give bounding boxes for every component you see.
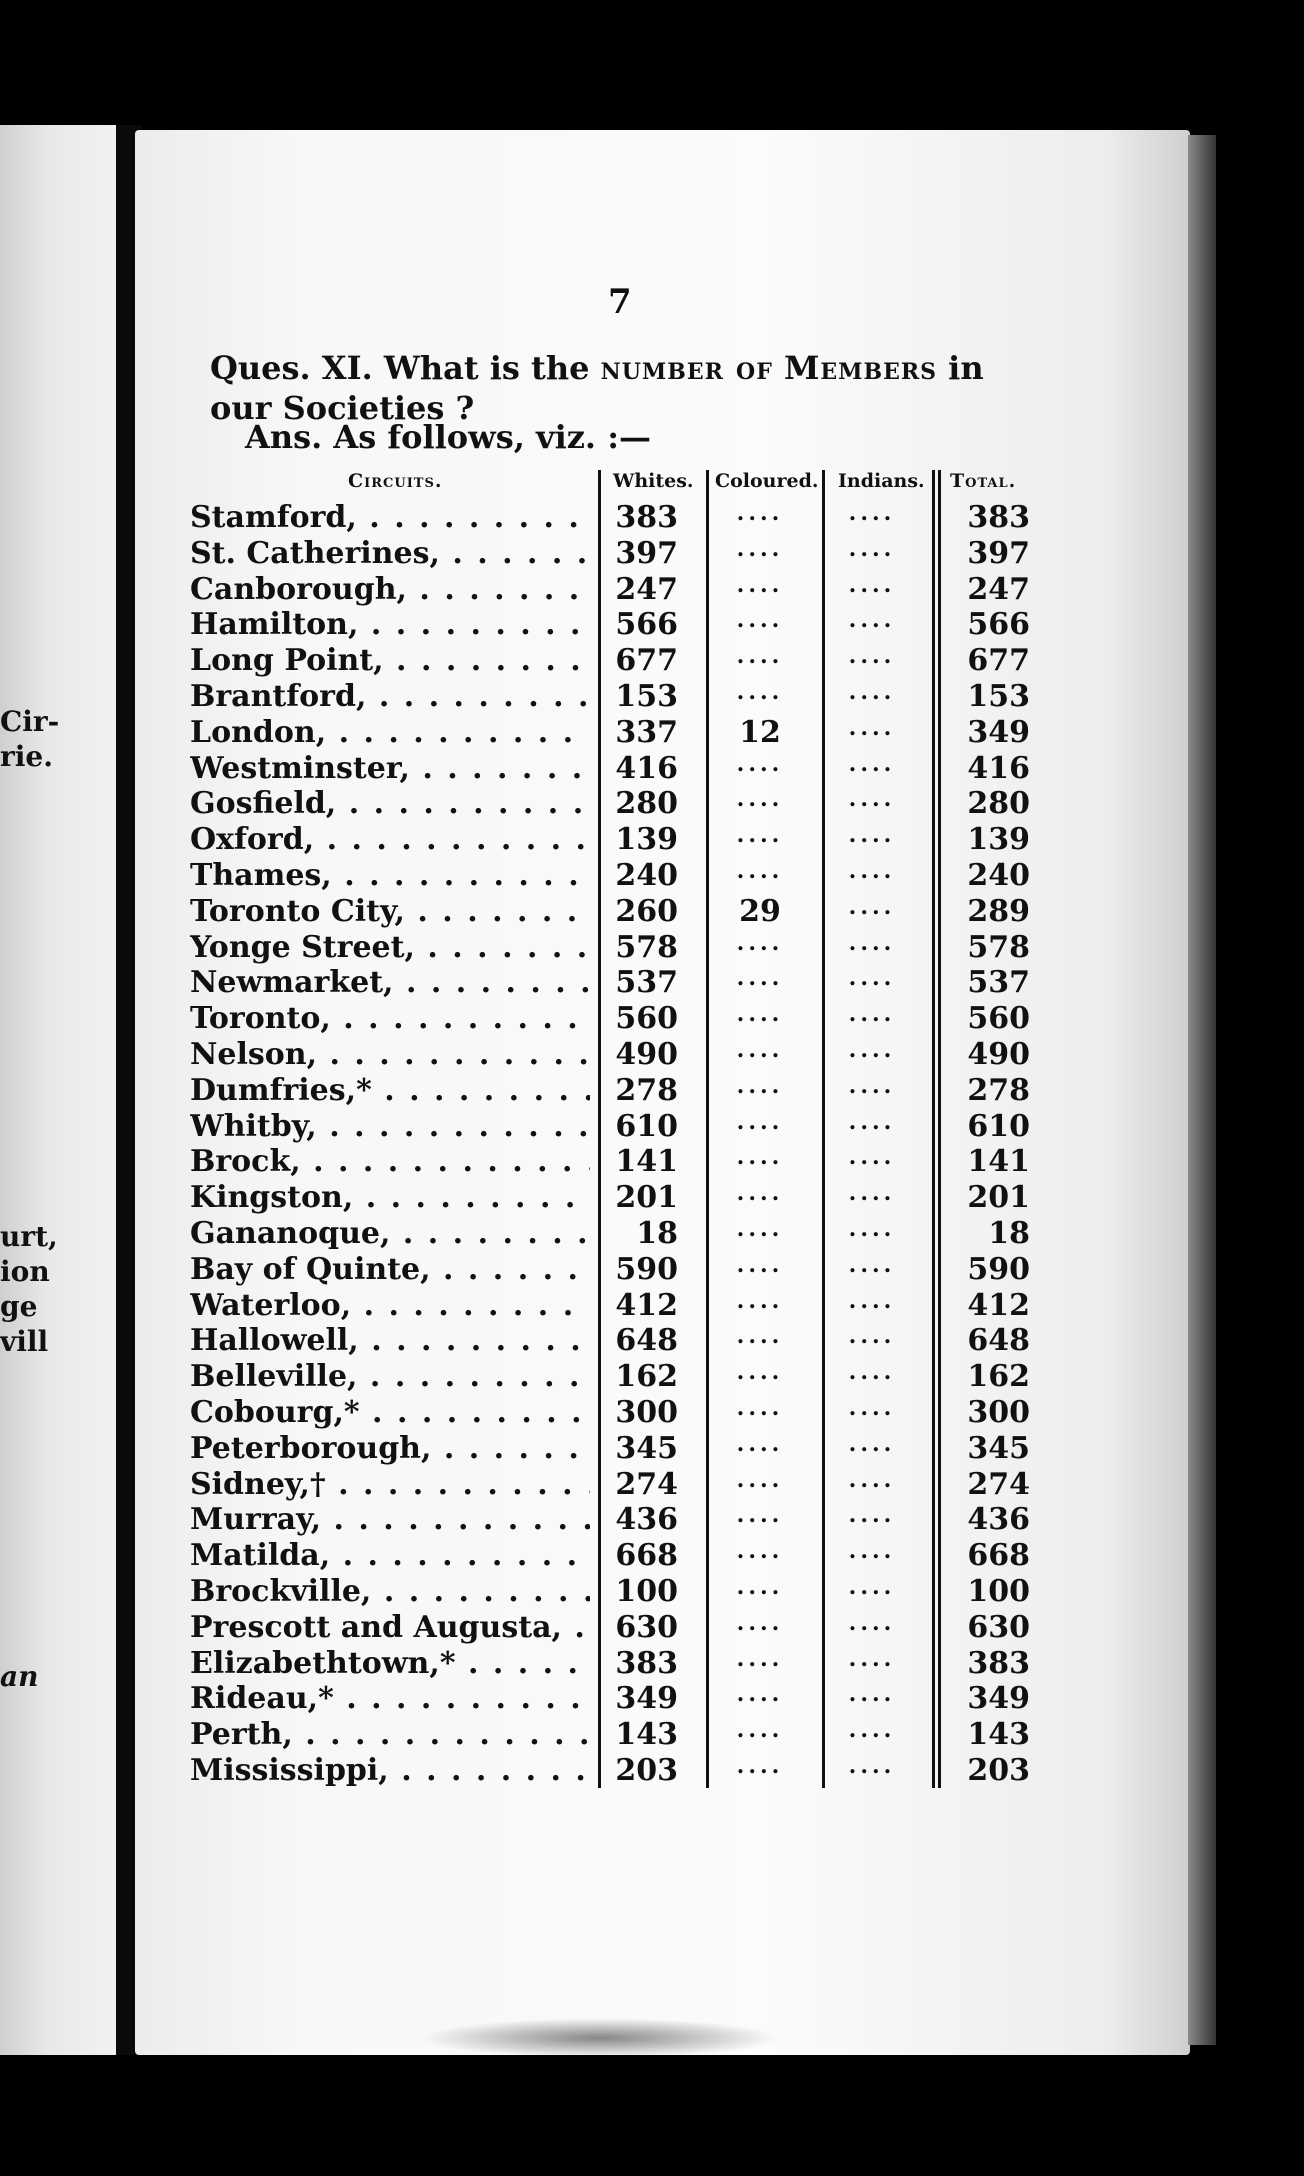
left-fragment: ge [0,1290,38,1323]
table-row [190,572,1040,608]
coloured-count: .... [736,1645,784,1672]
indians-count: .... [848,1717,896,1744]
table-row [190,1073,1040,1109]
answer-text: Ans. As follows, viz. :— [245,418,651,456]
question-number-of: number of [600,349,773,387]
total-count: 416 [967,750,1030,786]
coloured-count: .... [736,1323,784,1350]
circuit-name: Long Point, . . . [190,643,590,678]
indians-count: .... [848,1072,896,1099]
whites-count: 648 [615,1323,678,1359]
total-count: 240 [967,858,1030,893]
indians-count: .... [848,571,896,598]
whites-count: 677 [615,643,678,679]
circuit-name: Peterborough, . . . [190,1431,590,1466]
indians-count: .... [848,1216,896,1242]
circuit-name: Hamilton, . . . [190,607,590,642]
whites-count: 247 [615,571,678,607]
indians-count: .... [848,1251,896,1278]
table-row [190,679,1040,715]
whites-count: 668 [615,1538,678,1574]
coloured-count: .... [736,1287,784,1314]
circuit-name: Canborough, . . . [190,572,590,607]
left-fragment: an [0,1660,39,1693]
total-count: 578 [967,929,1030,965]
total-count: 560 [967,1001,1030,1037]
total-count: 630 [967,1609,1030,1645]
whites-count: 412 [615,1287,678,1323]
table-row [190,607,1040,643]
page-shadow [420,2018,780,2058]
coloured-count: .... [736,1072,784,1099]
circuit-name: Toronto, . . . [190,1001,590,1036]
indians-count: .... [848,607,896,634]
circuit-name: Oxford, . . . [190,822,590,857]
circuit-name: Gananoque, . . . [190,1216,590,1251]
indians-count: .... [848,750,896,777]
coloured-count: .... [736,571,784,598]
whites-count: 416 [615,750,678,786]
table-row [190,1753,1040,1789]
table-row [190,1109,1040,1145]
question-members: Members [783,349,938,387]
circuit-name: Hallowell, . . . [190,1323,590,1358]
table-row [190,500,1040,536]
table-row [190,1001,1040,1037]
total-count: 383 [967,500,1030,535]
coloured-count: .... [736,1753,784,1779]
circuit-name: Toronto City, . . . [190,894,590,929]
total-count: 412 [967,1287,1030,1323]
header-indians: Indians. [838,470,925,492]
indians-count: .... [848,1287,896,1314]
whites-count: 141 [615,1144,678,1180]
circuit-name: Yonge Street, . . . [190,930,590,965]
coloured-count: .... [736,1430,784,1457]
indians-count: .... [848,1037,896,1063]
indians-count: .... [848,1359,896,1386]
coloured-count: .... [736,1609,784,1636]
whites-count: 203 [615,1753,678,1788]
total-count: 566 [967,607,1030,643]
coloured-count: .... [736,1395,784,1421]
total-count: 610 [967,1108,1030,1144]
indians-count: .... [848,1108,896,1135]
indians-count: .... [848,893,896,920]
header-coloured: Coloured. [715,470,819,492]
indians-count: .... [848,1753,896,1779]
circuit-name: Sidney,† . . . [190,1467,590,1502]
circuit-name: Brantford, . . . [190,679,590,714]
indians-count: .... [848,929,896,956]
coloured-count: 12 [739,714,781,750]
indians-count: .... [848,1323,896,1350]
whites-count: 345 [615,1430,678,1466]
indians-count: .... [848,965,896,992]
question-text [210,348,1030,428]
table-row [190,1395,1040,1431]
circuit-name: Cobourg,* . . . [190,1395,590,1430]
coloured-count: .... [736,822,784,849]
indians-count: .... [848,1144,896,1171]
coloured-count: .... [736,500,784,526]
left-fragment: vill [0,1325,49,1358]
circuit-name: Rideau,* . . . [190,1681,590,1716]
table-row [190,965,1040,1001]
total-count: 349 [967,714,1030,750]
circuit-name: Nelson, . . . [190,1037,590,1072]
coloured-count: .... [736,1502,784,1529]
coloured-count: .... [736,1251,784,1278]
table-row [190,643,1040,679]
coloured-count: 29 [739,893,781,929]
table-row [190,1288,1040,1324]
coloured-count: .... [736,965,784,992]
circuit-name: Kingston, . . . [190,1180,590,1215]
table-row [190,1681,1040,1717]
left-fragment: ion [0,1255,50,1288]
whites-count: 397 [615,535,678,571]
indians-count: .... [848,1180,896,1207]
table-row [190,1538,1040,1574]
indians-count: .... [848,822,896,849]
whites-count: 490 [615,1037,678,1072]
whites-count: 260 [615,893,678,929]
circuit-name: Brock, . . . [190,1144,590,1179]
whites-count: 143 [615,1717,678,1753]
total-count: 436 [967,1502,1030,1538]
table-row [190,822,1040,858]
whites-count: 162 [615,1359,678,1395]
total-count: 397 [967,535,1030,571]
table-row [190,786,1040,822]
coloured-count: .... [736,607,784,634]
table-row [190,1610,1040,1646]
table-row [190,1144,1040,1180]
circuit-name: Prescott and Augusta, . . . [190,1610,590,1645]
coloured-count: .... [736,1538,784,1565]
table-row [190,1359,1040,1395]
total-count: 162 [967,1359,1030,1395]
coloured-count: .... [736,1359,784,1386]
total-count: 100 [967,1574,1030,1609]
total-count: 278 [967,1072,1030,1108]
whites-count: 537 [615,965,678,1001]
coloured-count: .... [736,1574,784,1600]
circuit-name: Brockville, . . . [190,1574,590,1609]
coloured-count: .... [736,1180,784,1207]
total-count: 590 [967,1251,1030,1287]
left-page-fragments [0,125,116,2055]
whites-count: 610 [615,1108,678,1144]
whites-count: 274 [615,1466,678,1502]
coloured-count: .... [736,1108,784,1135]
coloured-count: .... [736,750,784,777]
table-row [190,1646,1040,1682]
table-row [190,1574,1040,1610]
indians-count: .... [848,1645,896,1672]
table-row [190,1323,1040,1359]
indians-count: .... [848,1609,896,1636]
circuit-name: Belleville, . . . [190,1359,590,1394]
indians-count: .... [848,1681,896,1708]
total-count: 289 [967,893,1030,929]
coloured-count: .... [736,535,784,562]
circuit-name: Westminster, . . . [190,751,590,786]
circuit-name: Whitby, . . . [190,1109,590,1144]
whites-count: 383 [615,500,678,535]
total-count: 648 [967,1323,1030,1359]
total-count: 280 [967,786,1030,822]
circuit-name: Waterloo, . . . [190,1288,590,1323]
whites-count: 349 [615,1681,678,1717]
circuit-name: Stamford, . . . [190,500,590,535]
coloured-count: .... [736,929,784,956]
circuit-name: Murray, . . . [190,1502,590,1537]
whites-count: 201 [615,1180,678,1216]
indians-count: .... [848,1001,896,1028]
whites-count: 240 [615,858,678,893]
whites-count: 560 [615,1001,678,1037]
whites-count: 578 [615,929,678,965]
indians-count: .... [848,858,896,884]
table-row [190,1216,1040,1252]
total-count: 300 [967,1395,1030,1430]
table-row [190,751,1040,787]
table-row [190,715,1040,751]
total-count: 345 [967,1430,1030,1466]
whites-count: 566 [615,607,678,643]
table-row [190,536,1040,572]
total-count: 677 [967,643,1030,679]
total-count: 349 [967,1681,1030,1717]
circuit-name: Elizabethtown,* . . . [190,1646,590,1681]
circuit-name: Newmarket, . . . [190,965,590,1000]
indians-count: .... [848,1574,896,1600]
coloured-count: .... [736,786,784,813]
whites-count: 278 [615,1072,678,1108]
whites-count: 436 [615,1502,678,1538]
indians-count: .... [848,500,896,526]
indians-count: .... [848,1502,896,1529]
indians-count: .... [848,1395,896,1421]
total-count: 153 [967,679,1030,714]
coloured-count: .... [736,1216,784,1242]
table-row [190,1252,1040,1288]
indians-count: .... [848,1430,896,1457]
whites-count: 590 [615,1251,678,1287]
table-row [190,1717,1040,1753]
indians-count: .... [848,1466,896,1493]
total-count: 274 [967,1466,1030,1502]
left-fragment: urt, [0,1220,58,1253]
indians-count: .... [848,786,896,813]
coloured-count: .... [736,1681,784,1708]
whites-count: 18 [636,1216,678,1251]
table-row [190,1431,1040,1467]
whites-count: 153 [615,679,678,714]
coloured-count: .... [736,643,784,670]
table-row [190,894,1040,930]
total-count: 18 [988,1216,1030,1251]
coloured-count: .... [736,1466,784,1493]
whites-count: 280 [615,786,678,822]
circuit-name: Dumfries,* . . . [190,1073,590,1108]
circuit-name: St. Catherines, . . . [190,536,590,571]
header-total: Total. [950,470,1017,492]
indians-count: .... [848,714,896,741]
left-fragment: Cir- [0,705,60,738]
whites-count: 100 [615,1574,678,1609]
indians-count: .... [848,1538,896,1565]
circuit-name: Mississippi, . . . [190,1753,590,1788]
circuit-name: Perth, . . . [190,1717,590,1752]
whites-count: 139 [615,822,678,858]
circuit-name: Gosfield, . . . [190,786,590,821]
circuit-name: Matilda, . . . [190,1538,590,1573]
total-count: 141 [967,1144,1030,1180]
circuit-name: Bay of Quinte, . . . [190,1252,590,1287]
question-suffix: in our Societies ? [210,349,984,427]
total-count: 247 [967,571,1030,607]
page-number: 7 [608,282,632,322]
coloured-count: .... [736,679,784,705]
table-row [190,1502,1040,1538]
table-row [190,1037,1040,1073]
circuit-name: London, . . . [190,715,590,750]
left-page-edge [0,125,116,2055]
total-count: 201 [967,1180,1030,1216]
whites-count: 383 [615,1645,678,1681]
whites-count: 300 [615,1395,678,1430]
table-row [190,858,1040,894]
total-count: 203 [967,1753,1030,1788]
whites-count: 630 [615,1609,678,1645]
question-prefix: Ques. XI. What is the [210,349,590,387]
left-fragment: rie. [0,740,53,773]
total-count: 383 [967,1645,1030,1681]
coloured-count: .... [736,1037,784,1063]
circuit-name: Thames, . . . [190,858,590,893]
total-count: 139 [967,822,1030,858]
total-count: 490 [967,1037,1030,1072]
indians-count: .... [848,679,896,705]
table-row [190,930,1040,966]
header-circuits: Circuits. [348,470,443,492]
coloured-count: .... [736,1717,784,1744]
table-row [190,1467,1040,1503]
coloured-count: .... [736,858,784,884]
whites-count: 337 [615,714,678,750]
coloured-count: .... [736,1144,784,1171]
header-whites: Whites. [613,470,694,492]
page-edge [1188,135,1216,2045]
coloured-count: .... [736,1001,784,1028]
indians-count: .... [848,643,896,670]
table-row [190,1180,1040,1216]
total-count: 143 [967,1717,1030,1753]
total-count: 668 [967,1538,1030,1574]
total-count: 537 [967,965,1030,1001]
indians-count: .... [848,535,896,562]
